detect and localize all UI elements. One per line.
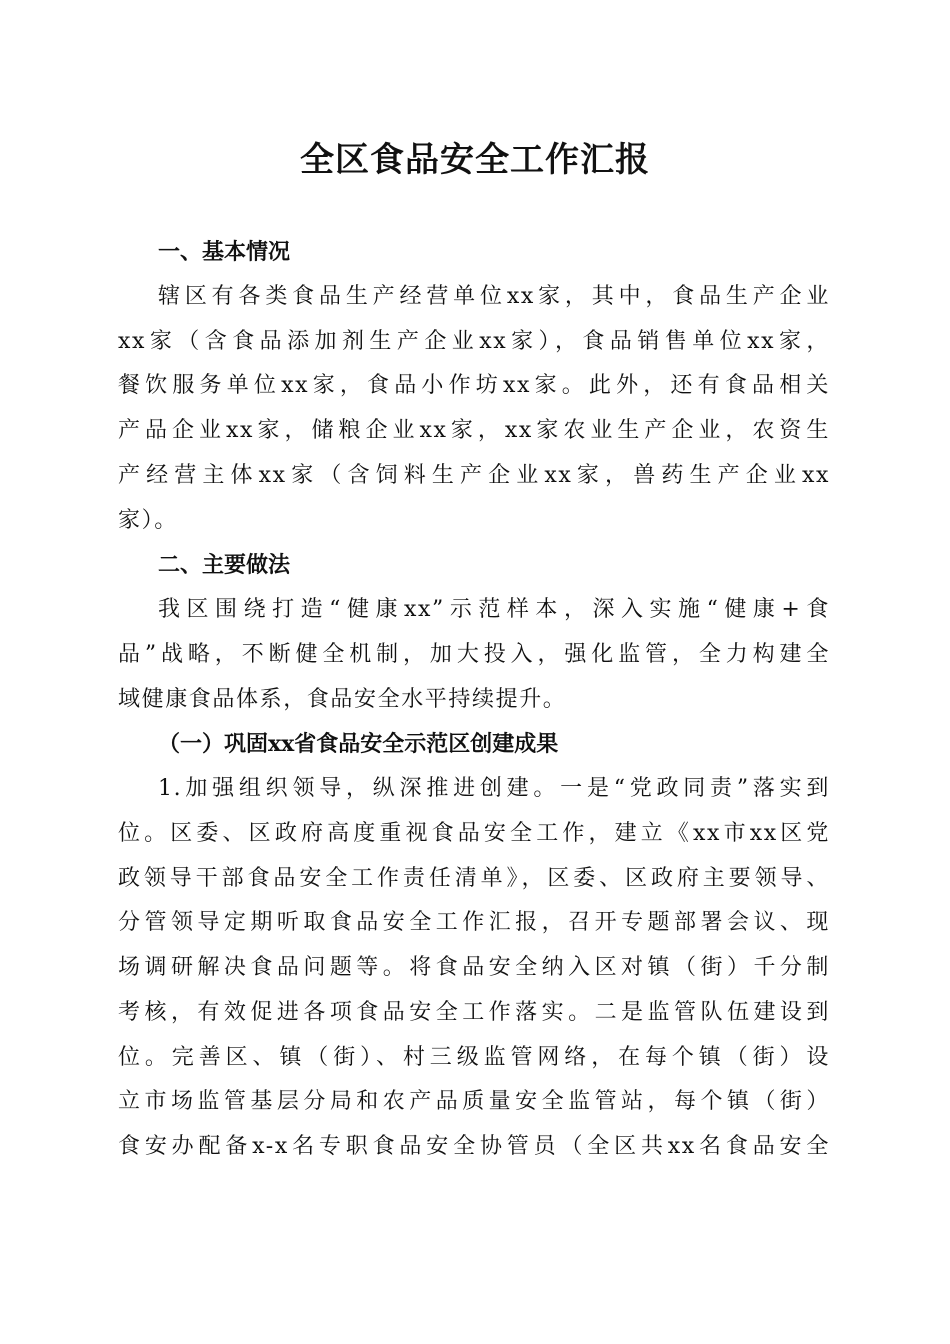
text-line: 1.加强组织领导，纵深推进创建。一是“党政同责”落实到 [158,776,830,802]
subsection-heading-demonstration-zone: （一）巩固xx省食品安全示范区创建成果 [158,731,559,758]
paragraph-basic-situation [118,275,830,543]
text-line: 家）。 [118,507,178,533]
text-line: 分管领导定期听取食品安全工作汇报，召开专题部署会议、现 [118,910,830,936]
section-heading-basic-situation: 一、基本情况 [158,240,291,265]
text-line: 食安办配备x-x名专职食品安全协管员（全区共xx名食品安全 [118,1133,830,1159]
text-line: 产品企业xx家，储粮企业xx家，xx家农业生产企业，农资生 [118,418,830,444]
text-line: 产经营主体xx家（含饲料生产企业xx家，兽药生产企业xx [118,462,830,488]
document-title: 全区食品安全工作汇报 [300,140,650,180]
text-line: 域健康食品体系，食品安全水平持续提升。 [118,686,567,712]
paragraph-main-practices [118,588,830,722]
text-line: 位。区委、区政府高度重视食品安全工作，建立《xx市xx区党 [118,821,830,847]
text-line: 考核，有效促进各项食品安全工作落实。二是监管队伍建设到 [118,999,830,1025]
text-line: 政领导干部食品安全工作责任清单》，区委、区政府主要领导、 [118,865,830,891]
text-line: 立市场监管基层分局和农产品质量安全监管站，每个镇（街） [118,1089,830,1115]
text-line: 品”战略，不断健全机制，加大投入，强化监管，全力构建全 [118,641,830,667]
text-line: 场调研解决食品问题等。将食品安全纳入区对镇（街）千分制 [118,955,830,981]
text-line: 位。完善区、镇（街）、村三级监管网络，在每个镇（街）设 [118,1044,830,1070]
section-heading-main-practices: 二、主要做法 [158,553,291,579]
text-line: 辖区有各类食品生产经营单位xx家，其中，食品生产企业 [158,284,830,309]
text-line: 餐饮服务单位xx家，食品小作坊xx家。此外，还有食品相关 [118,373,830,399]
text-line: 我区围绕打造“健康xx”示范样本，深入实施“健康+食 [158,597,830,623]
document-body [118,230,830,1170]
paragraph-organization-leadership [118,767,830,1169]
text-line: xx家（含食品添加剂生产企业xx家），食品销售单位xx家， [118,328,830,354]
